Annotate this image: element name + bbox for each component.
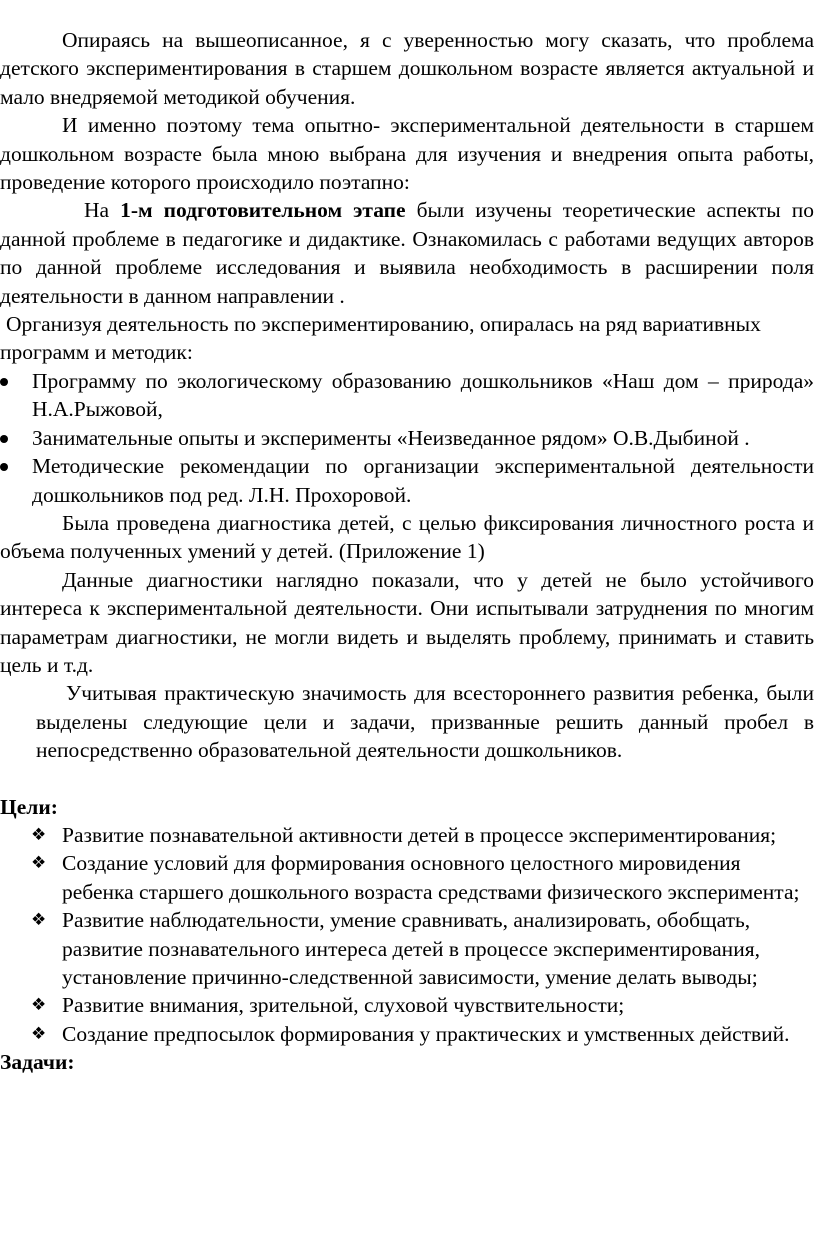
list-item [0,367,814,424]
list-item [0,821,814,849]
goals-heading: Цели: [0,794,58,819]
list-item-text: Программу по экологическому образованию дошкольников «Наш дом – природа» Н.А.Рыжовой, [32,368,814,422]
document-page [0,26,814,1077]
paragraph-goals-intro: Учитывая практическую значимость для всестороннего развития ребенка, были выделены следующие цели и задачи, призванные решить данный пробел в непосредственно образовательной деятельности дошкольников. [36,681,814,763]
diamond-bullet-icon: ❖ [31,824,47,845]
tasks-heading: Задачи: [0,1050,75,1075]
diamond-bullet-icon: ❖ [31,910,47,931]
goal-text: Создание условий для формирования основного целостного мировидения ребенка старшего дошкольного возраста средствами физического эксперимента; [62,851,800,904]
paragraph-diagnostics-results: Данные диагностики наглядно показали, что у детей не было устойчивого интереса к экспериментальной деятельности. Они испытывали затруднения по многим параметрам диагностики, не могли видеть и выделять проблему, принимать и ставить цель и т.д. [0,567,814,677]
bullet-dot-icon [0,463,8,471]
bullet-dot-icon [0,435,8,443]
paragraph-diagnostics: Была проведена диагностика детей, с целью фиксирования личностного роста и объема полученных умений у детей. (Приложение 1) [0,510,814,564]
list-item [0,991,814,1019]
goal-text: Развитие познавательной активности детей в процессе экспериментирования; [62,822,777,847]
paragraph-stage-one [0,196,814,310]
paragraph-programs-intro: Организуя деятельность по экспериментированию, опиралась на ряд вариативных программ и методик: [0,312,761,365]
bullet-dot-icon [0,378,8,386]
list-item-text: Занимательные опыты и эксперименты «Неизведанное рядом» О.В.Дыбиной . [32,425,750,450]
spacer [0,765,814,793]
paragraph-topic: И именно поэтому тема опытно- экспериментальной деятельности в старшем дошкольном возрасте была мною выбрана для изучения и внедрения опыта работы, проведение которого происходило поэтапно: [0,113,814,195]
list-item [0,424,814,452]
paragraph-intro: Опираясь на вышеописанное, я с уверенностью могу сказать, что проблема детского экспериментирования в старшем дошкольном возрасте является актуальной и мало внедряемой методикой обучения. [0,28,814,109]
diamond-bullet-icon: ❖ [31,995,47,1016]
list-item [0,849,814,906]
stage-text: были изучены теоретические аспекты по данной проблеме в педагогике и дидактике. Ознакомилась с работами ведущих авторов по данной проблеме исследования и выявила необходимость в расширении поля деятельности в данном направлении . [0,198,814,308]
goal-text: Развитие внимания, зрительной, слуховой чувствительности; [62,993,625,1018]
goals-list [0,821,814,1048]
list-item [0,906,814,991]
diamond-bullet-icon: ❖ [31,853,47,874]
stage-name: 1-м подготовительном этапе [120,198,406,223]
list-item [0,1020,814,1048]
list-item-text: Методические рекомендации по организации экспериментальной деятельности дошкольников под ред. Л.Н. Прохоровой. [32,454,814,507]
list-item [0,452,814,509]
diamond-bullet-icon: ❖ [31,1023,47,1044]
stage-prefix: На [84,198,121,223]
programs-list [0,367,814,509]
goal-text: Развитие наблюдательности, умение сравнивать, анализировать, обобщать, развитие познавательного интереса детей в процессе экспериментирования, установление причинно-следственной зависимости, умение делать выводы; [62,908,760,989]
goal-text: Создание предпосылок формирования у практических и умственных действий. [62,1021,790,1046]
